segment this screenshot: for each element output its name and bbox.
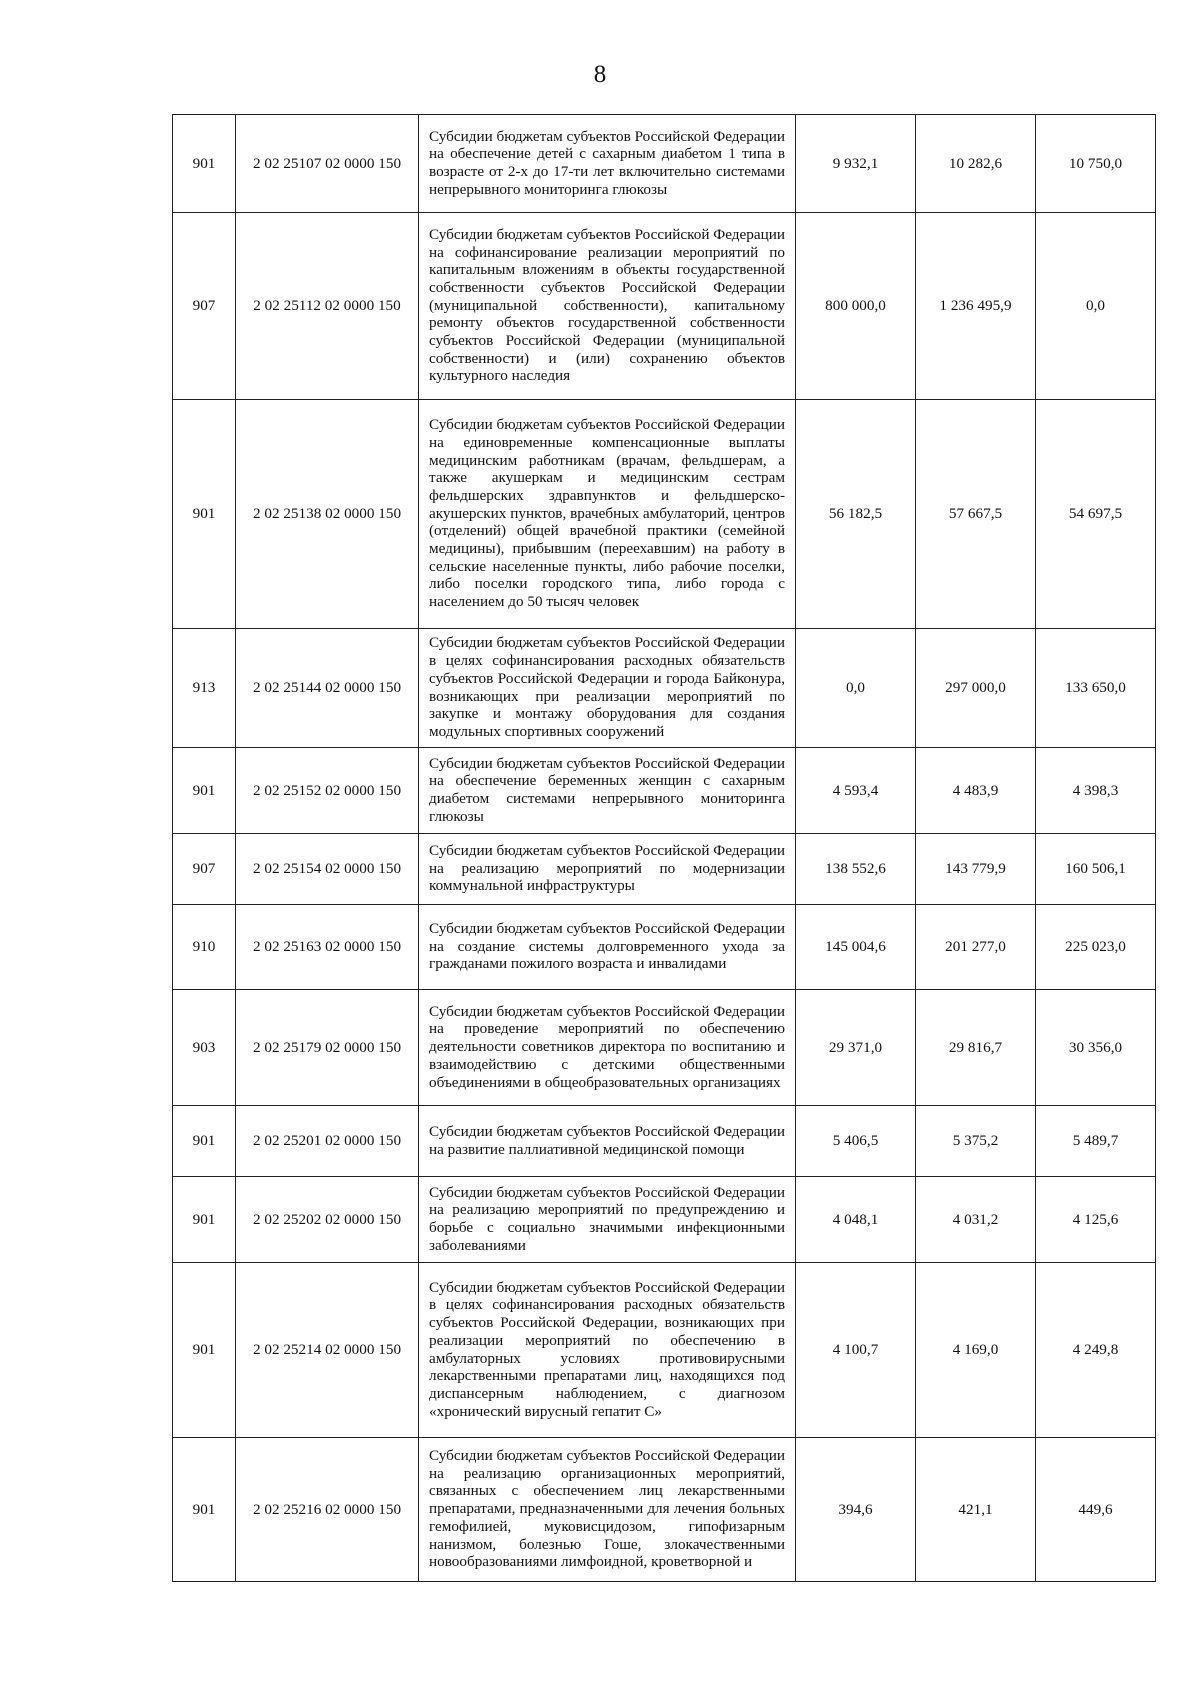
year2-value-cell: 4 483,9 <box>916 748 1036 834</box>
budget-code-cell: 2 02 25112 02 0000 150 <box>236 213 419 400</box>
year3-value-cell: 449,6 <box>1036 1438 1156 1582</box>
year1-value-cell: 4 100,7 <box>796 1263 916 1438</box>
admin-code-cell: 910 <box>173 905 236 990</box>
year1-value-cell: 4 593,4 <box>796 748 916 834</box>
table-row <box>173 1438 1156 1582</box>
admin-code-cell: 903 <box>173 990 236 1106</box>
description-cell: Субсидии бюджетам субъектов Российской Федерации на реализацию мероприятий по предупреждению и борьбе с социально значимыми инфекционными заболеваниями <box>419 1177 796 1263</box>
year3-value-cell: 10 750,0 <box>1036 115 1156 213</box>
year2-value-cell: 5 375,2 <box>916 1106 1036 1177</box>
admin-code-cell: 901 <box>173 1263 236 1438</box>
table-row <box>173 1177 1156 1263</box>
year2-value-cell: 201 277,0 <box>916 905 1036 990</box>
year1-value-cell: 29 371,0 <box>796 990 916 1106</box>
year1-value-cell: 5 406,5 <box>796 1106 916 1177</box>
year2-value-cell: 421,1 <box>916 1438 1036 1582</box>
admin-code-cell: 907 <box>173 213 236 400</box>
year2-value-cell: 4 169,0 <box>916 1263 1036 1438</box>
year1-value-cell: 0,0 <box>796 629 916 748</box>
table-row <box>173 1263 1156 1438</box>
year3-value-cell: 160 506,1 <box>1036 834 1156 905</box>
year2-value-cell: 4 031,2 <box>916 1177 1036 1263</box>
description-cell: Субсидии бюджетам субъектов Российской Федерации на создание системы долговременного ухода за гражданами пожилого возраста и инвалидами <box>419 905 796 990</box>
budget-code-cell: 2 02 25216 02 0000 150 <box>236 1438 419 1582</box>
budget-code-cell: 2 02 25138 02 0000 150 <box>236 400 419 629</box>
description-cell: Субсидии бюджетам субъектов Российской Федерации на развитие паллиативной медицинской помощи <box>419 1106 796 1177</box>
year3-value-cell: 5 489,7 <box>1036 1106 1156 1177</box>
description-cell: Субсидии бюджетам субъектов Российской Федерации в целях софинансирования расходных обязательств субъектов Российской Федерации, возникающих при реализации мероприятий по обеспечению в амбулаторных условиях противовирусными лекарственными препаратами лиц, находящихся под диспансерным наблюдением, с диагнозом «хронический вирусный гепатит С» <box>419 1263 796 1438</box>
year3-value-cell: 54 697,5 <box>1036 400 1156 629</box>
description-cell: Субсидии бюджетам субъектов Российской Федерации на обеспечение беременных женщин с сахарным диабетом системами непрерывного мониторинга глюкозы <box>419 748 796 834</box>
year2-value-cell: 143 779,9 <box>916 834 1036 905</box>
year3-value-cell: 225 023,0 <box>1036 905 1156 990</box>
description-cell: Субсидии бюджетам субъектов Российской Федерации на обеспечение детей с сахарным диабетом 1 типа в возрасте от 2-х до 17-ти лет включительно системами непрерывного мониторинга глюкозы <box>419 115 796 213</box>
table-row <box>173 400 1156 629</box>
admin-code-cell: 901 <box>173 1438 236 1582</box>
budget-code-cell: 2 02 25152 02 0000 150 <box>236 748 419 834</box>
table-row <box>173 115 1156 213</box>
admin-code-cell: 901 <box>173 748 236 834</box>
year3-value-cell: 133 650,0 <box>1036 629 1156 748</box>
year1-value-cell: 56 182,5 <box>796 400 916 629</box>
year1-value-cell: 145 004,6 <box>796 905 916 990</box>
description-cell: Субсидии бюджетам субъектов Российской Федерации в целях софинансирования расходных обязательств субъектов Российской Федерации и города Байконура, возникающих при реализации мероприятий по закупке и монтажу оборудования для создания модульных спортивных сооружений <box>419 629 796 748</box>
budget-code-cell: 2 02 25144 02 0000 150 <box>236 629 419 748</box>
admin-code-cell: 901 <box>173 400 236 629</box>
admin-code-cell: 901 <box>173 115 236 213</box>
budget-code-cell: 2 02 25163 02 0000 150 <box>236 905 419 990</box>
year2-value-cell: 297 000,0 <box>916 629 1036 748</box>
description-cell: Субсидии бюджетам субъектов Российской Федерации на софинансирование реализации мероприятий по капитальным вложениям в объекты государственной собственности субъектов Российской Федерации (муниципальной собственности), капитальному ремонту объектов государственной собственности субъектов Российской Федерации (муниципальной собственности) и (или) сохранению объектов культурного наследия <box>419 213 796 400</box>
year1-value-cell: 394,6 <box>796 1438 916 1582</box>
table-row <box>173 1106 1156 1177</box>
year1-value-cell: 4 048,1 <box>796 1177 916 1263</box>
budget-code-cell: 2 02 25107 02 0000 150 <box>236 115 419 213</box>
admin-code-cell: 901 <box>173 1177 236 1263</box>
budget-code-cell: 2 02 25214 02 0000 150 <box>236 1263 419 1438</box>
description-cell: Субсидии бюджетам субъектов Российской Федерации на реализацию организационных мероприятий, связанных с обеспечением лиц лекарственными препаратами, предназначенными для лечения больных гемофилией, муковисцидозом, гипофизарным нанизмом, болезнью Гоше, злокачественными новообразованиями лимфоидной, кроветворной и <box>419 1438 796 1582</box>
year1-value-cell: 138 552,6 <box>796 834 916 905</box>
budget-table <box>172 114 1156 1582</box>
description-cell: Субсидии бюджетам субъектов Российской Федерации на единовременные компенсационные выплаты медицинским работникам (врачам, фельдшерам, а также акушеркам и медицинским сестрам фельдшерских здравпунктов и фельдшерско-акушерских пунктов, врачебных амбулаторий, центров (отделений) общей врачебной практики (семейной медицины), прибывшим (переехавшим) на работу в сельские населенные пункты, либо рабочие поселки, либо поселки городского типа, либо города с населением до 50 тысяч человек <box>419 400 796 629</box>
description-cell: Субсидии бюджетам субъектов Российской Федерации на реализацию мероприятий по модернизации коммунальной инфраструктуры <box>419 834 796 905</box>
year2-value-cell: 29 816,7 <box>916 990 1036 1106</box>
budget-code-cell: 2 02 25201 02 0000 150 <box>236 1106 419 1177</box>
year3-value-cell: 0,0 <box>1036 213 1156 400</box>
year2-value-cell: 57 667,5 <box>916 400 1036 629</box>
year3-value-cell: 4 249,8 <box>1036 1263 1156 1438</box>
table-row <box>173 213 1156 400</box>
year1-value-cell: 800 000,0 <box>796 213 916 400</box>
year2-value-cell: 1 236 495,9 <box>916 213 1036 400</box>
table-row <box>173 905 1156 990</box>
budget-code-cell: 2 02 25179 02 0000 150 <box>236 990 419 1106</box>
budget-code-cell: 2 02 25202 02 0000 150 <box>236 1177 419 1263</box>
page-number: 8 <box>593 61 607 88</box>
admin-code-cell: 907 <box>173 834 236 905</box>
budget-code-cell: 2 02 25154 02 0000 150 <box>236 834 419 905</box>
table-row <box>173 990 1156 1106</box>
table-row <box>173 748 1156 834</box>
year3-value-cell: 30 356,0 <box>1036 990 1156 1106</box>
year2-value-cell: 10 282,6 <box>916 115 1036 213</box>
year1-value-cell: 9 932,1 <box>796 115 916 213</box>
admin-code-cell: 901 <box>173 1106 236 1177</box>
table-row <box>173 834 1156 905</box>
description-cell: Субсидии бюджетам субъектов Российской Федерации на проведение мероприятий по обеспечению деятельности советников директора по воспитанию и взаимодействию с детскими общественными объединениями в общеобразовательных организациях <box>419 990 796 1106</box>
table-row <box>173 629 1156 748</box>
year3-value-cell: 4 398,3 <box>1036 748 1156 834</box>
admin-code-cell: 913 <box>173 629 236 748</box>
year3-value-cell: 4 125,6 <box>1036 1177 1156 1263</box>
